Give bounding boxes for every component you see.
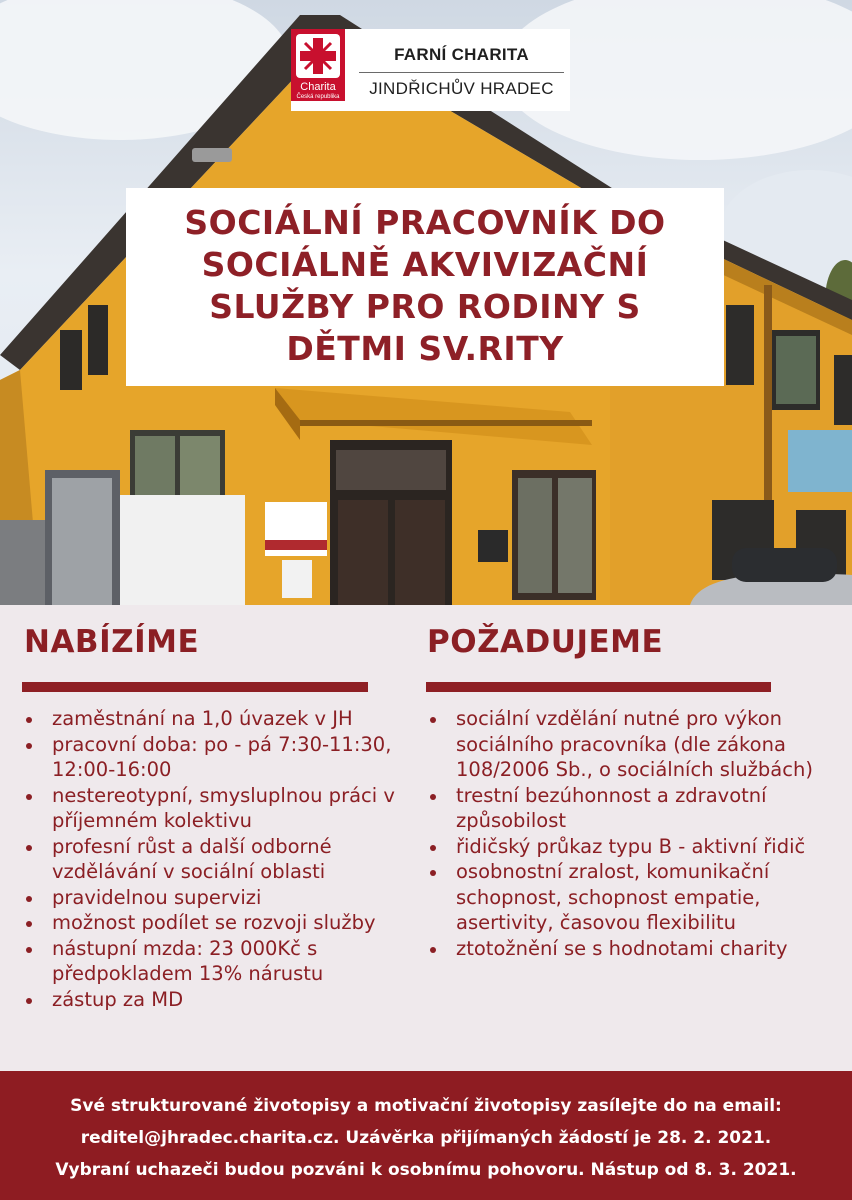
offer-item: zaměstnání na 1,0 úvazek v JH	[22, 706, 402, 732]
charita-logo-icon	[291, 29, 345, 101]
logo-divider	[359, 72, 564, 73]
offer-heading: NABÍZÍME	[24, 624, 200, 660]
job-title-line-4: DĚTMI SV.RITY	[286, 329, 564, 368]
offer-divider	[22, 682, 368, 692]
job-title-line-1: SOCIÁLNÍ PRACOVNÍK DO	[184, 203, 666, 242]
job-title	[126, 202, 724, 370]
logo-title: FARNÍ CHARITA	[394, 45, 529, 64]
job-title-line-2: SOCIÁLNĚ AKVIVIZAČNÍ	[201, 245, 649, 284]
offer-item: pravidelnou supervizi	[22, 885, 402, 911]
footer-line-1: Své strukturované životopisy a motivační životopisy zasílejte do na email:	[70, 1096, 782, 1116]
logo-panel	[291, 29, 570, 111]
contact-footer	[0, 1071, 852, 1200]
offer-item: zástup za MD	[22, 987, 402, 1013]
job-title-line-3: SLUŽBY PRO RODINY S	[209, 287, 641, 326]
require-item: sociální vzdělání nutné pro výkon sociálního pracovníka (dle zákona 108/2006 Sb., o sociálních službách)	[426, 706, 846, 783]
logo-mark-subtext: Česká republika	[296, 94, 340, 100]
logo-mark-text: Charita	[300, 81, 336, 93]
offer-item: profesní růst a další odborné vzdělávání v sociální oblasti	[22, 834, 402, 885]
require-item: řidičský průkaz typu B - aktivní řidič	[426, 834, 846, 860]
offer-item: možnost podílet se rozvoji služby	[22, 910, 402, 936]
require-divider	[426, 682, 771, 692]
require-list	[426, 706, 846, 961]
require-item: osobnostní zralost, komunikační schopnost, schopnost empatie, asertivity, časovou flexibilitu	[426, 859, 846, 936]
require-item: trestní bezúhonnost a zdravotní způsobilost	[426, 783, 846, 834]
offer-item: nástupní mzda: 23 000Kč s předpokladem 13% nárustu	[22, 936, 402, 987]
job-title-panel	[126, 188, 724, 386]
footer-line-2: reditel@jhradec.charita.cz. Uzávěrka přijímaných žádostí je 28. 2. 2021.	[80, 1128, 772, 1148]
offer-item: nestereotypní, smysluplnou práci v příjemném kolektivu	[22, 783, 402, 834]
offer-item: pracovní doba: po - pá 7:30-11:30, 12:00-16:00	[22, 732, 402, 783]
logo-subtitle: JINDŘICHŮV HRADEC	[369, 79, 554, 98]
require-item: ztotožnění se s hodnotami charity	[426, 936, 846, 962]
offer-list	[22, 706, 402, 1012]
require-heading: POŽADUJEME	[427, 624, 664, 660]
footer-line-3: Vybraní uchazeči budou pozváni k osobnímu pohovoru. Nástup od 8. 3. 2021.	[55, 1160, 797, 1180]
